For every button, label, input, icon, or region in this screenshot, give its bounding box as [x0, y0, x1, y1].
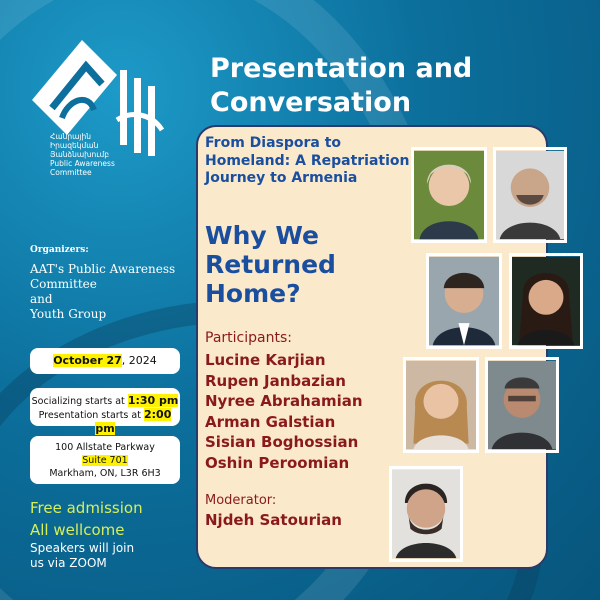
event-date: October 27 [53, 354, 122, 367]
address-line: 100 Allstate Parkway [55, 442, 155, 453]
social-time-suffix: pm [155, 394, 179, 407]
participants-label: Participants: [205, 330, 292, 346]
logo-line: Իրազեկման [50, 141, 99, 150]
headline [210, 52, 472, 120]
logo-line: Public Awareness [50, 159, 115, 168]
social-time: 1:30 [127, 394, 156, 407]
participant-name: Nyree Abrahamian [205, 392, 363, 410]
participant-name: Sisian Boghossian [205, 433, 359, 451]
date-box [30, 348, 180, 374]
organizers-block [30, 243, 175, 322]
headline-line-2: Conversation [210, 87, 412, 118]
committee-logo [22, 30, 172, 220]
speaker-photo [411, 147, 487, 243]
presentation-time-label: Presentation starts at [38, 410, 144, 421]
event-year: , 2024 [121, 354, 157, 367]
logo-line: Committee [50, 168, 92, 177]
schedule-box [30, 388, 180, 435]
zoom-line: us via ZOOM [30, 556, 107, 570]
participant-name: Oshin Peroomian [205, 453, 350, 472]
presentation-time: 2:00 [143, 408, 172, 421]
organizer-line: and [30, 292, 53, 306]
logo-text [50, 132, 170, 177]
participant-name: Arman Galstian [205, 412, 336, 431]
social-time-label: Socializing starts at [31, 396, 128, 407]
address-box [30, 436, 180, 484]
moderator-label: Moderator: [205, 493, 277, 508]
speaker-photo [493, 147, 567, 243]
organizer-line: Committee [30, 277, 97, 291]
speaker-photo [485, 357, 559, 453]
all-welcome: All wellcome [30, 521, 125, 539]
main-title: Why We Returned Home? [205, 221, 336, 308]
headline-line-1: Presentation and [210, 53, 473, 84]
address-line [30, 454, 180, 467]
participant-name: Lucine Karjian [205, 351, 326, 369]
logo-line: Հանրային [50, 132, 92, 141]
presentation-time-suffix: pm [95, 422, 115, 435]
participant-name: Rupen Janbazian [205, 371, 346, 390]
zoom-line: Speakers will join [30, 541, 135, 555]
social-time-line [30, 394, 180, 408]
zoom-note [30, 541, 134, 571]
admission-note [30, 497, 143, 541]
organizers-label: Organizers: [30, 245, 89, 255]
logo-line: Յանձնախումբ [50, 150, 110, 159]
speaker-photo [509, 253, 583, 349]
speaker-photo [403, 357, 479, 453]
moderator-name: Njdeh Satourian [205, 511, 342, 529]
free-admission: Free admission [30, 499, 143, 517]
subtitle: From Diaspora to Homeland: A Repatriation Journey to Armenia [205, 135, 410, 186]
organizer-line: AAT's Public Awareness [30, 262, 176, 276]
speaker-photo [426, 253, 502, 349]
organizer-line: Youth Group [30, 307, 107, 321]
moderator-photo [389, 466, 463, 562]
address-line: Markham, ON, L3R 6H3 [49, 468, 161, 479]
participants-list [205, 350, 363, 473]
presentation-time-line [30, 408, 180, 436]
address-suite: Suite 701 [82, 455, 128, 466]
